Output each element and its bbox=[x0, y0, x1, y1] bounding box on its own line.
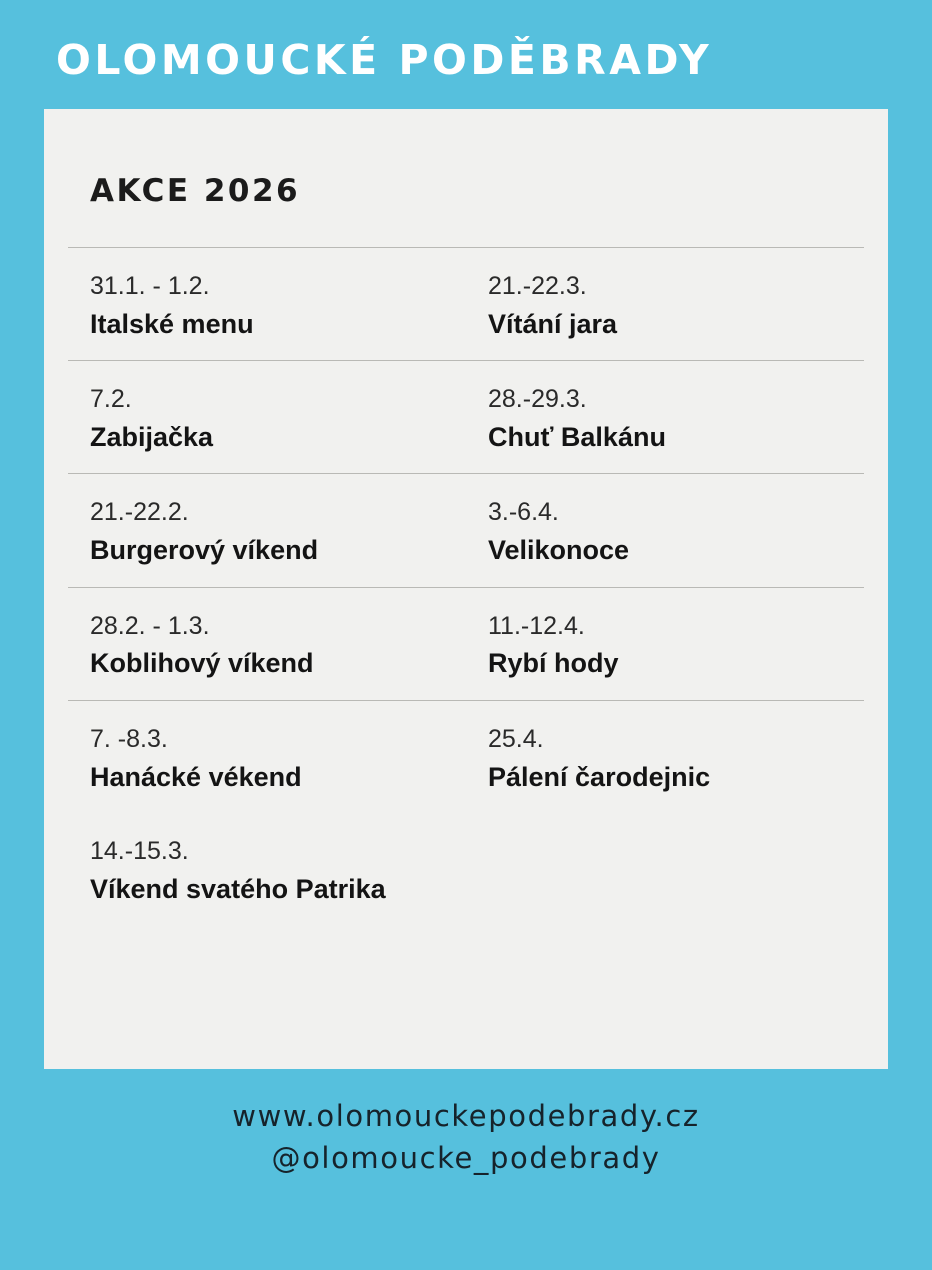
event-date: 3.-6.4. bbox=[488, 498, 559, 527]
page-title: OLOMOUCKÉ PODĚBRADY bbox=[56, 36, 713, 84]
event-cell bbox=[466, 270, 864, 342]
poster-header bbox=[0, 0, 932, 83]
event-date: 28.-29.3. bbox=[488, 385, 587, 414]
event-cell bbox=[466, 610, 864, 682]
event-name: Pálení čarodejnic bbox=[488, 761, 711, 792]
event-cell bbox=[68, 383, 466, 455]
event-cell bbox=[68, 723, 466, 795]
events-card-title: AKCE 2026 bbox=[90, 173, 301, 210]
event-name: Hanácké vékend bbox=[90, 761, 302, 792]
table-row bbox=[68, 700, 864, 813]
events-card bbox=[44, 109, 888, 1069]
event-date: 7. -8.3. bbox=[90, 724, 168, 753]
event-cell bbox=[68, 610, 466, 682]
table-row bbox=[68, 813, 864, 925]
event-date: 28.2. - 1.3. bbox=[90, 611, 210, 640]
event-cell bbox=[466, 383, 864, 455]
event-name: Rybí hody bbox=[488, 648, 619, 679]
event-cell bbox=[466, 835, 864, 907]
event-name: Koblihový víkend bbox=[90, 648, 314, 679]
event-date: 21.-22.2. bbox=[90, 498, 189, 527]
event-name: Chuť Balkánu bbox=[488, 422, 666, 453]
event-date: 11.-12.4. bbox=[488, 611, 585, 640]
event-name: Vítání jara bbox=[488, 308, 618, 339]
table-row bbox=[68, 360, 864, 473]
instagram-handle[interactable]: @olomoucke_podebrady bbox=[271, 1141, 661, 1176]
event-name: Burgerový víkend bbox=[90, 535, 319, 566]
event-date: 25.4. bbox=[488, 724, 544, 753]
events-list bbox=[68, 247, 864, 925]
event-date: 21.-22.3. bbox=[488, 272, 587, 301]
table-row bbox=[68, 247, 864, 360]
event-name: Zabijačka bbox=[90, 422, 214, 453]
event-cell bbox=[466, 496, 864, 568]
event-name: Víkend svatého Patrika bbox=[90, 873, 386, 904]
table-row bbox=[68, 473, 864, 586]
event-date: 14.-15.3. bbox=[90, 837, 189, 866]
event-cell bbox=[68, 835, 466, 907]
website-link[interactable]: www.olomouckepodebrady.cz bbox=[232, 1099, 700, 1134]
event-date: 7.2. bbox=[90, 385, 132, 414]
event-date: 31.1. - 1.2. bbox=[90, 272, 210, 301]
poster-footer bbox=[0, 1095, 932, 1179]
event-cell bbox=[68, 496, 466, 568]
event-cell bbox=[466, 723, 864, 795]
event-name: Velikonoce bbox=[488, 535, 630, 566]
event-cell bbox=[68, 270, 466, 342]
table-row bbox=[68, 587, 864, 700]
event-name: Italské menu bbox=[90, 308, 254, 339]
